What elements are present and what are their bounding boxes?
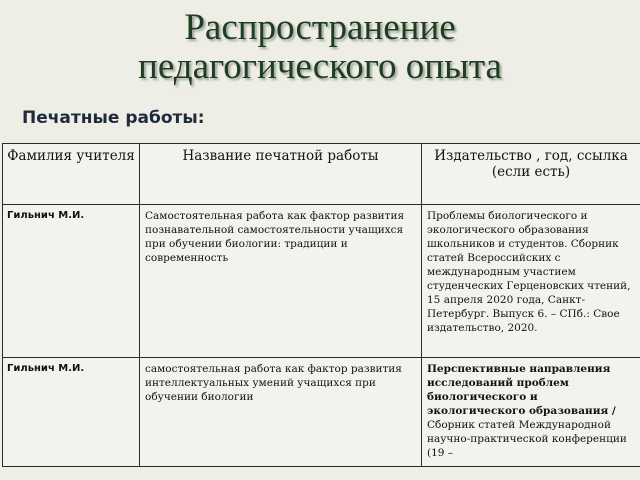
cell-teacher: Гильнич М.И.	[3, 358, 140, 467]
cell-publisher	[422, 358, 640, 467]
cell-teacher: Гильнич М.И.	[3, 205, 140, 358]
header-teacher: Фамилия учителя	[3, 144, 140, 205]
cell-work-title: Самостоятельная работа как фактор развития познавательной самостоятельности учащихся при обучении биологии: традиции и современность	[140, 205, 422, 358]
cell-publisher	[422, 205, 640, 358]
table-row	[3, 358, 640, 467]
publications-table	[2, 143, 640, 467]
title-line-1: Распространение	[184, 7, 456, 48]
publisher-text: Проблемы биологического и экологического образования школьников и студентов. Сборник статей Всероссийских с международным участием студенческих Герценовских чтений, 15 апреля 2020 года, Санкт-Петербург. Выпуск 6. – СПб.: Свое издательство, 2020.	[427, 210, 631, 334]
header-publisher: Издательство , год, ссылка (если есть)	[422, 144, 640, 205]
publisher-text: Сборник статей Международной научно-практической конференции (19 –	[427, 419, 627, 459]
table-header-row	[3, 144, 640, 205]
title-line-2: педагогического опыта	[138, 46, 502, 87]
section-subtitle: Печатные работы:	[22, 108, 205, 128]
page-title	[0, 8, 640, 86]
publisher-bold-text: Перспективные направления исследований проблем биологического и экологического образования /	[427, 363, 616, 417]
header-work-title: Название печатной работы	[140, 144, 422, 205]
cell-work-title: самостоятельная работа как фактор развития интеллектуальных умений учащихся при обучении биологии	[140, 358, 422, 467]
table-row	[3, 205, 640, 358]
